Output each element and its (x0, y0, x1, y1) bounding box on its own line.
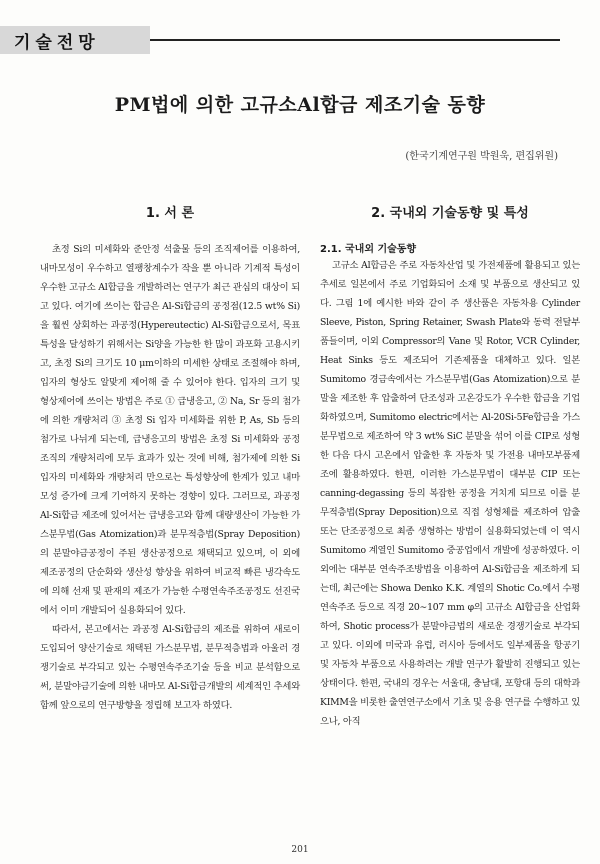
section-header-bar (0, 26, 150, 54)
page-number: 201 (291, 845, 309, 855)
subsection-heading: 2.1. 국내외 기술동향 (320, 244, 417, 255)
section-heading-trends: 2. 국내외 기술동향 및 특성 (371, 206, 529, 221)
section-heading-introduction: 1. 서 론 (145, 206, 195, 221)
body-paragraph: 고규소 Al합금은 주로 자동차산업 및 가전제품에 활용되고 있는 추세로 일본에서 주로 기업화되어 소재 및 부품으로 생산되고 있다. 그림 1에 예시한 바와 같이 주 생산품은 자동차용 Cylinder Sleeve, Piston, Spring Retainer, Swash Plate와 동력 전달부품들이며, 이외 Compressor의 Vane 및 Rotor, VCR Cylinder, Heat Sinks 등도 제조되어 기존제품을 대체하고 있다. 일본 Sumitomo 경금속에서는 가스분무법(Gas Atomization)으로 분말을 제조한 후 압출하여 단조성과 고온강도가 우수한 합금을 기업화하였으며, Sumitomo electric에서는 Al-20Si-5Fe합금을 가스분무법으로 제조하여 약 3 wt% SiC 분말을 섞어 이를 CIP로 성형한 다음 다시 고온에서 압출한 후 자동차 및 가전용 내마모부품제조에 활용하였다. 한편, 이러한 가스분무법이 대부분 CIP 또는 canning-degassing 등의 복잡한 공정을 거치게 되므로 이를 분무적층법(Spray Deposition)으로 직접 성형체를 제조하여 압출 또는 단조공정으로 최종 생형하는 방법이 실용화되었는데 이 역시 Sumitomo 계열인 Sumitomo 중공업에서 개발에 성공하였다. 이외에는 대부분 연속주조방법을 이용하여 Al-Si합금을 제조하게 되는데, 최근에는 Showa Denko K.K. 계열의 Shotic Co.에서 수평연속주조 등으로 직경 20∼107 mm φ의 고규소 Al합금을 산업화하여, Shotic process가 분말야금법의 새로운 경쟁기술로 부각되고 있다. 이외에 미국과 유럽, 러시아 등에서도 일부제품을 항공기 및 자동차 부품으로 사용하려는 개발 연구가 활발히 진행되고 있는 상태이다. 한편, 국내의 경우는 서울대, 충남대, 포항대 등의 대학과 KIMM을 비롯한 출연연구소에서 기초 및 응용 연구를 수행하고 있으나, 아직 (320, 260, 580, 727)
left-column (40, 202, 300, 715)
section-header (0, 22, 600, 58)
body-paragraph: 따라서, 본고에서는 과공정 Al-Si합금의 제조를 위하여 새로이 도입되어 양산기술로 채택된 가스분무법, 분무적층법과 아울러 경쟁기술로 부각되고 있는 수평연속주조기술 등을 비교 분석함으로써, 분말야금기술에 의한 내마모 Al-Si합금개발의 세계적인 추세와 함께 앞으로의 연구방향을 정립해 보고자 하였다. (40, 624, 300, 711)
header-rule (150, 39, 560, 41)
right-column (320, 202, 580, 731)
section-header-label: 기술전망 (14, 32, 100, 53)
article-byline: (한국기계연구원 박원욱, 편집위원) (405, 151, 558, 162)
body-paragraph: 초정 Si의 미세화와 준안정 석출물 등의 조직제어를 이용하여, 내마모성이 우수하고 열팽창계수가 작을 뿐 아니라 기계적 특성이 우수한 고규소 Al합금을 개발하려는 연구가 최근 관심의 대상이 되고 있다. 여기에 쓰이는 합금은 Al-Si합금의 공정점(12.5 wt% Si)을 훨씬 상회하는 과공정(Hypereutectic) Al-Si합금으로서, 목표특성을 달성하기 위해서는 Si양을 가능한 한 많이 과포화 고용시키고, 초정 Si의 크기도 10 μm이하의 미세한 상태로 조절해야 하며, 입자의 형상도 알맞게 제어해 줄 수 있어야 한다. 입자의 크기 및 형상제어에 쓰이는 방법은 주로 ① 급냉응고, ② Na, Sr 등의 첨가에 의한 개량처리 ③ 초정 Si 입자 미세화를 위한 P, As, Sb 등의 첨가로 나뉘게 되는데, 급냉응고의 방법은 초정 Si 미세화와 공정조직의 개량처리에 모두 효과가 있는 것에 비해, 첨가제에 의한 Si입자의 미세화와 개량처리 만으로는 특성향상에 한계가 있고 내마모성 증가에 크게 기여하지 못하는 경향이 있다. 그러므로, 과공정 Al-Si합금 제조에 있어서는 급냉응고와 함께 대량생산이 가능한 가스분무법(Gas Atomization)과 분무적층법(Spray Deposition)의 분말야금공정이 주된 생산공정으로 채택되고 있으며, 이 외에 제조공정의 단순화와 생산성 향상을 위하여 비교적 빠른 냉각속도에 의해 선재 및 판재의 제조가 가능한 수평연속주조공정도 선진국에서 이미 개발되어 실용화되어 있다. (40, 244, 300, 616)
article-title: PM법에 의한 고규소Al합금 제조기술 동향 (114, 94, 486, 116)
